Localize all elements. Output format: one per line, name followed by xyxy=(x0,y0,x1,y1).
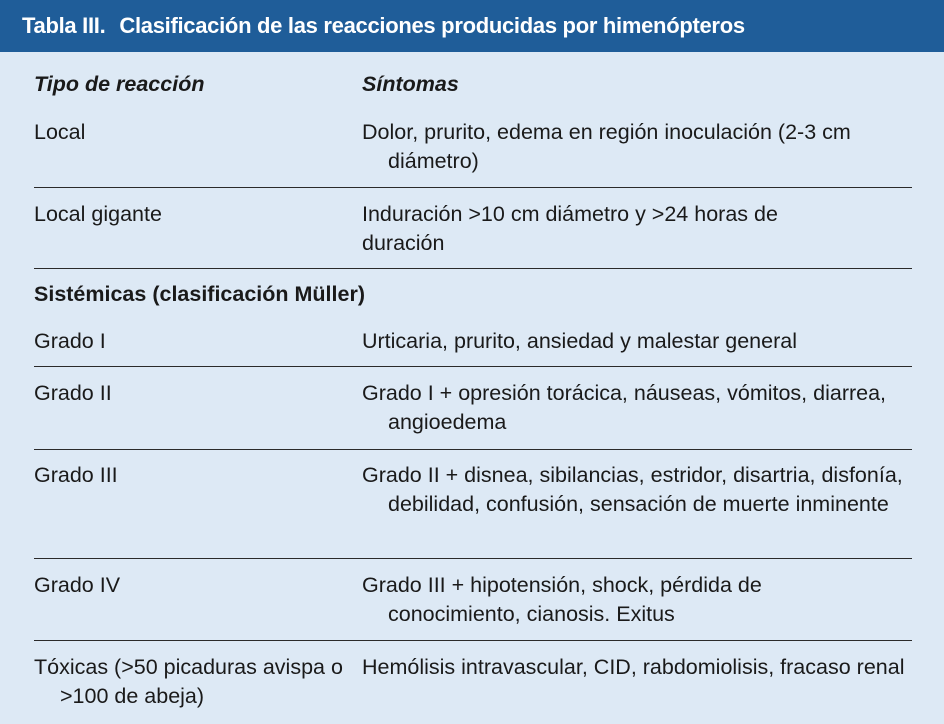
row-divider xyxy=(34,640,912,641)
column-header-symptoms: Síntomas xyxy=(362,72,459,96)
reaction-type: Local gigante xyxy=(34,202,162,226)
row-divider xyxy=(34,449,912,450)
reaction-type: Local xyxy=(34,120,86,144)
row-divider xyxy=(34,268,912,269)
reaction-symptoms: Grado III + hipotensión, shock, pérdida de conocimiento, cianosis. Exitus xyxy=(362,573,762,626)
reaction-type: Grado III xyxy=(34,463,118,487)
reaction-symptoms xyxy=(362,200,852,258)
reaction-symptoms: Grado II + disnea, sibilancias, estridor, disartria, disfonía, debilidad, confusión, sensación de muerte inminente xyxy=(362,463,903,516)
reaction-symptoms: Grado I + opresión torácica, náuseas, vómitos, diarrea, angioedema xyxy=(362,381,887,434)
reaction-symptoms: Dolor, prurito, edema en región inoculación (2-3 cm diámetro) xyxy=(362,120,851,173)
table-caption: Clasificación de las reacciones producidas por himenópteros xyxy=(119,13,745,38)
reaction-type: Grado IV xyxy=(34,573,121,597)
reaction-type: Tóxicas (>50 picaduras avispa o >100 de abeja) xyxy=(34,655,343,708)
reaction-type: Grado I xyxy=(34,329,106,353)
reaction-symptoms: Hemólisis intravascular, CID, rabdomiolisis, fracaso renal xyxy=(362,655,905,679)
table-title-bar xyxy=(0,0,944,52)
reaction-symptoms-text: Induración >10 cm diámetro y >24 horas de duración xyxy=(362,202,778,255)
row-divider xyxy=(34,366,912,367)
table-number: Tabla III. xyxy=(22,13,106,38)
reaction-type: Grado II xyxy=(34,381,112,405)
section-label: Sistémicas (clasificación Müller) xyxy=(34,282,365,306)
row-divider xyxy=(34,187,912,188)
row-divider xyxy=(34,558,912,559)
reaction-symptoms: Urticaria, prurito, ansiedad y malestar general xyxy=(362,329,797,353)
column-header-type: Tipo de reacción xyxy=(34,72,205,96)
